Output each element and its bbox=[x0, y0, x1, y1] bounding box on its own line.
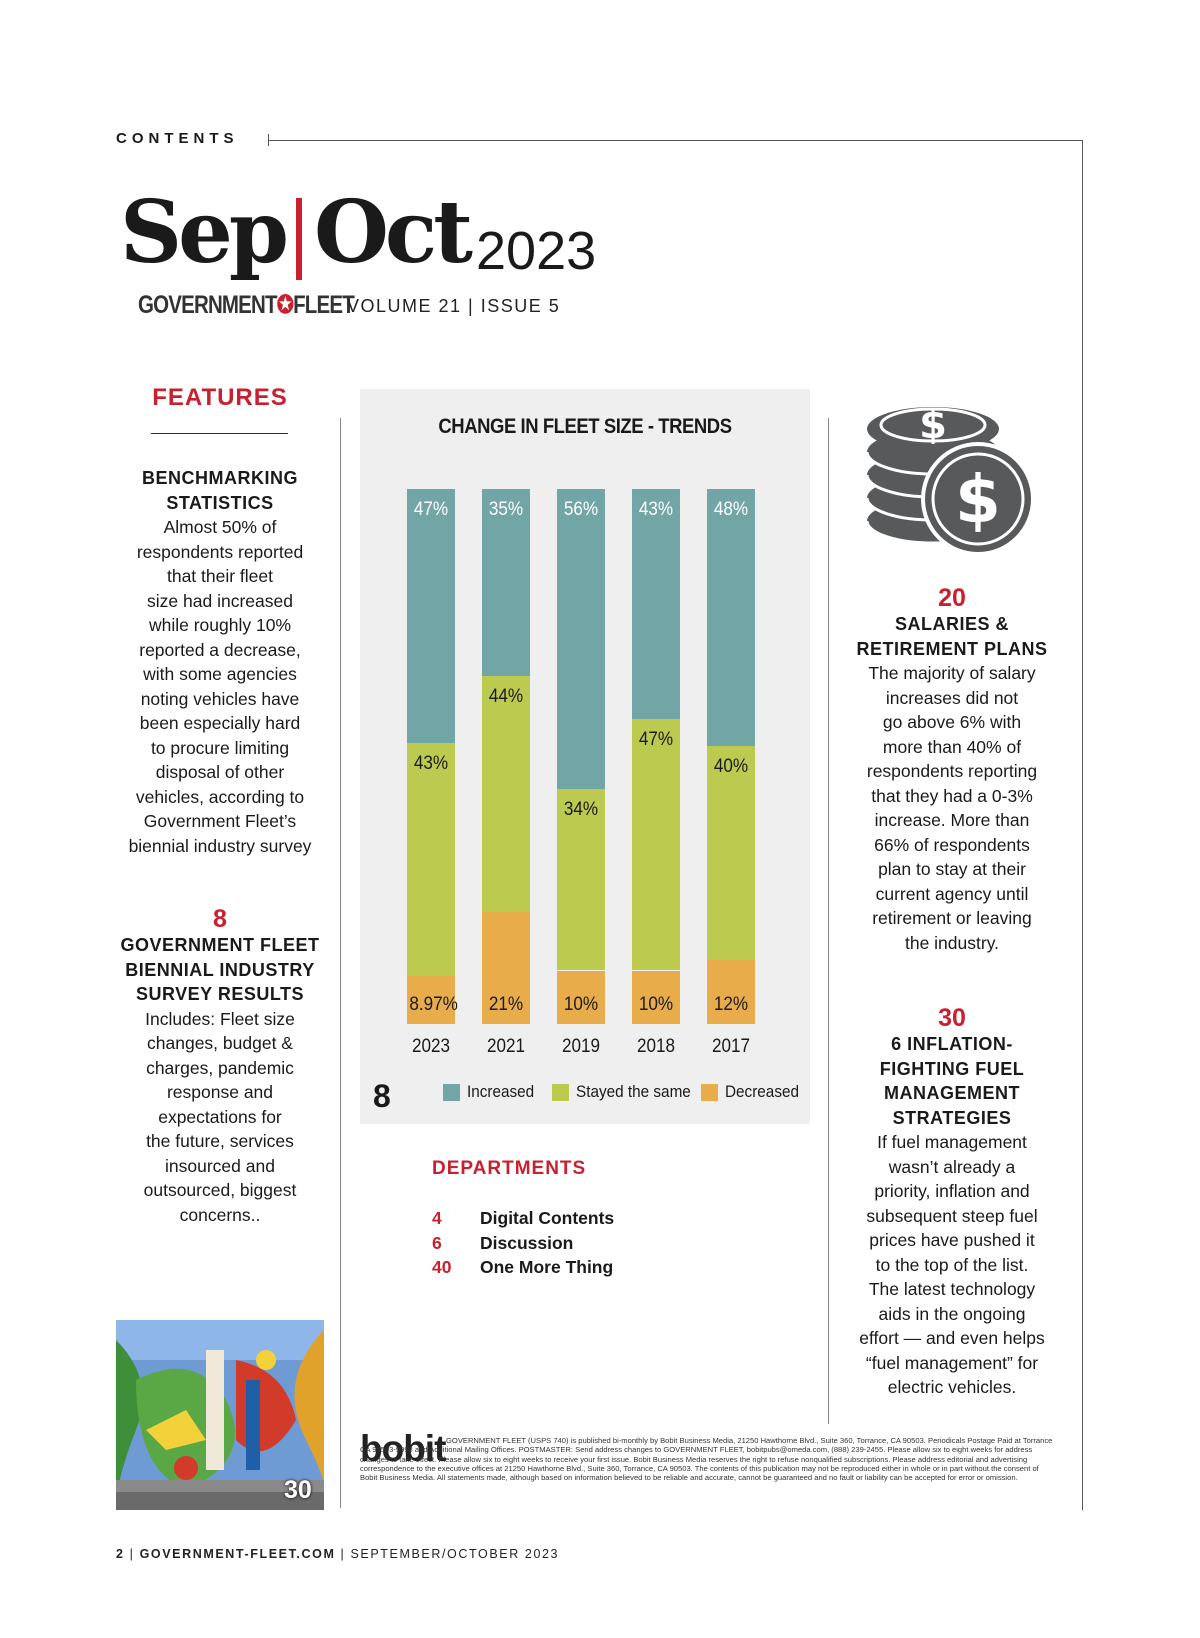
bar-value-label: 47% bbox=[413, 499, 449, 520]
footer-page-number: 2 bbox=[116, 1547, 125, 1561]
feature-text-line: Government Fleet’s bbox=[143, 811, 297, 831]
feature-text-line: response and bbox=[166, 1082, 274, 1102]
feature-page-number: 20 bbox=[938, 584, 966, 612]
column-divider-right bbox=[828, 418, 829, 1424]
year-axis-label: 2021 bbox=[486, 1036, 526, 1057]
feature-text-line: respondents reported bbox=[136, 541, 304, 562]
chart-title: CHANGE IN FLEET SIZE - TRENDS bbox=[438, 415, 732, 438]
feature-survey-results[interactable] bbox=[116, 905, 324, 1227]
feature-text-line: prices have pushed it bbox=[869, 1230, 1035, 1250]
feature-text-line: current agency until bbox=[875, 883, 1029, 904]
department-name: One More Thing bbox=[480, 1257, 614, 1277]
bar-value-label: 44% bbox=[488, 686, 524, 708]
feature-text-line: the industry. bbox=[904, 932, 1000, 953]
bar-value-label: 12% bbox=[713, 994, 749, 1015]
bar-segment bbox=[407, 489, 455, 743]
feature-text-line: while roughly 10% bbox=[148, 615, 292, 635]
issue-month-start: Sep bbox=[120, 182, 285, 283]
column-divider-left bbox=[340, 418, 341, 1508]
department-name: Digital Contents bbox=[480, 1208, 615, 1228]
features-heading: FEATURES bbox=[152, 384, 288, 411]
feature-text-line: charges, pandemic bbox=[146, 1057, 294, 1078]
feature-text-line: vehicles, according to bbox=[135, 786, 305, 807]
brand-right: FLEET bbox=[293, 291, 354, 319]
legend-label: Decreased bbox=[725, 1082, 799, 1101]
page-footer: 2 | GOVERNMENT-FLEET.COM | SEPTEMBER/OCTOBER 2023 bbox=[116, 1547, 560, 1561]
feature-text-line: effort — and even helps bbox=[859, 1328, 1045, 1348]
feature-title-line: BENCHMARKING bbox=[142, 468, 298, 488]
department-page-number: 40 bbox=[432, 1257, 452, 1277]
feature-description bbox=[116, 515, 324, 858]
feature-title-line: MANAGEMENT bbox=[884, 1083, 1020, 1103]
legend-label: Stayed the same bbox=[576, 1082, 691, 1101]
feature-description bbox=[846, 1130, 1058, 1400]
bar-segment bbox=[482, 676, 530, 911]
svg-text:$: $ bbox=[955, 461, 1001, 538]
feature-text-line: respondents reporting bbox=[866, 761, 1038, 781]
feature-text-line: priority, inflation and bbox=[874, 1181, 1030, 1201]
bar-segment bbox=[407, 743, 455, 975]
legend-swatch bbox=[701, 1084, 718, 1101]
volume-issue: VOLUME 21 | ISSUE 5 bbox=[347, 296, 561, 316]
year-axis-label: 2019 bbox=[561, 1036, 601, 1057]
feature-title bbox=[846, 1032, 1058, 1130]
feature-text-line: aids in the ongoing bbox=[878, 1303, 1026, 1324]
feature-text-line: plan to stay at their bbox=[878, 859, 1026, 879]
department-page-number: 6 bbox=[432, 1232, 442, 1253]
header-rule bbox=[268, 140, 1082, 141]
mural-page-reference: 30 bbox=[284, 1476, 312, 1504]
feature-text-line: been especially hard bbox=[139, 713, 301, 733]
department-item[interactable] bbox=[432, 1231, 614, 1256]
bar-value-label: 43% bbox=[413, 753, 449, 775]
feature-text-line: increases did not bbox=[885, 687, 1019, 708]
feature-text-line: retirement or leaving bbox=[872, 908, 1032, 928]
section-label: CONTENTS bbox=[116, 130, 239, 147]
year-axis-label: 2023 bbox=[411, 1036, 451, 1057]
feature-text-line: wasn’t already a bbox=[888, 1156, 1016, 1177]
feature-text-line: increase. More than bbox=[874, 810, 1030, 830]
bar-segment bbox=[707, 746, 755, 960]
feature-text-line: that their fleet bbox=[166, 566, 274, 586]
bar-segment bbox=[632, 489, 680, 719]
feature-title-line: BIENNIAL INDUSTRY bbox=[125, 959, 315, 980]
bar-segment bbox=[632, 719, 680, 970]
feature-text-line: insourced and bbox=[165, 1155, 275, 1176]
page-right-rule bbox=[1082, 140, 1083, 1510]
departments-list bbox=[432, 1206, 614, 1280]
feature-text-line: changes, budget & bbox=[147, 1033, 293, 1053]
department-page-number: 4 bbox=[432, 1208, 442, 1228]
departments-heading: DEPARTMENTS bbox=[432, 1158, 587, 1179]
bar-value-label: 56% bbox=[563, 499, 599, 520]
department-name: Discussion bbox=[480, 1232, 574, 1253]
year-axis-label: 2018 bbox=[636, 1036, 676, 1057]
bar-value-label: 43% bbox=[638, 499, 674, 520]
bar-value-label: 40% bbox=[713, 755, 749, 777]
bar-segment bbox=[557, 489, 605, 789]
features-rule bbox=[151, 433, 288, 434]
feature-text-line: concerns.. bbox=[179, 1204, 261, 1225]
feature-text-line: reported a decrease, bbox=[139, 639, 301, 660]
issue-year: 2023 bbox=[476, 221, 597, 281]
feature-text-line: the future, services bbox=[146, 1131, 294, 1151]
department-item[interactable] bbox=[432, 1255, 614, 1280]
feature-title-line: FIGHTING FUEL bbox=[879, 1058, 1025, 1079]
feature-text-line: outsourced, biggest bbox=[143, 1180, 297, 1200]
feature-text-line: to procure limiting bbox=[150, 737, 290, 758]
feature-text-line: to the top of the list. bbox=[875, 1254, 1029, 1275]
feature-text-line: electric vehicles. bbox=[887, 1377, 1017, 1397]
legend-label: Increased bbox=[467, 1082, 535, 1101]
chart-page-reference: 8 bbox=[373, 1078, 391, 1114]
feature-title-line: SURVEY RESULTS bbox=[135, 984, 305, 1004]
dollar-coins-icon bbox=[858, 385, 1048, 565]
legend-swatch bbox=[443, 1084, 460, 1101]
bar-value-label: 47% bbox=[638, 729, 674, 751]
feature-benchmarking[interactable] bbox=[116, 466, 324, 858]
bobit-logo: bobit bbox=[360, 1428, 446, 1469]
legend-swatch bbox=[552, 1084, 569, 1101]
feature-text-line: go above 6% with bbox=[882, 712, 1022, 732]
feature-text-line: Almost 50% of bbox=[163, 517, 277, 537]
feature-title-line: STATISTICS bbox=[166, 492, 274, 513]
bar-value-label: 35% bbox=[488, 499, 524, 520]
issue-month-end: Oct bbox=[314, 182, 470, 283]
bar-value-label: 34% bbox=[563, 798, 599, 820]
feature-fuel-management[interactable] bbox=[846, 1004, 1058, 1400]
feature-text-line: that they had a 0-3% bbox=[871, 785, 1033, 806]
feature-description bbox=[116, 1007, 324, 1228]
star-icon: ✪ bbox=[276, 291, 294, 319]
feature-text-line: The majority of salary bbox=[868, 663, 1036, 683]
bar-value-label: 8.97% bbox=[409, 994, 458, 1015]
header-rule-tick bbox=[268, 134, 269, 146]
feature-text-line: more than 40% of bbox=[882, 736, 1022, 757]
feature-page-number: 30 bbox=[938, 1004, 966, 1032]
feature-text-line: with some agencies bbox=[143, 664, 297, 684]
feature-text-line: “fuel management” for bbox=[865, 1352, 1039, 1373]
feature-text-line: If fuel management bbox=[877, 1132, 1027, 1152]
bar-segment bbox=[707, 489, 755, 746]
feature-text-line: expectations for bbox=[158, 1106, 282, 1127]
feature-description bbox=[846, 661, 1058, 955]
feature-title bbox=[116, 933, 324, 1007]
feature-title-line: SALARIES & bbox=[894, 614, 1009, 634]
feature-text-line: size had increased bbox=[147, 590, 293, 611]
feature-title-line: GOVERNMENT FLEET bbox=[120, 935, 320, 955]
footer-site: GOVERNMENT-FLEET.COM bbox=[139, 1547, 336, 1561]
feature-page-number: 8 bbox=[213, 905, 227, 933]
feature-title bbox=[846, 612, 1058, 661]
publication-fine-print: GOVERNMENT FLEET (USPS 740) is published bi-monthly by Bobit Business Media, 21250 Hawthorne Blvd., Suite 360, Torrance, CA 90503. Periodicals Postage Paid at Torrance CA 90503-9998 and Additional Mailing Offices. POSTMASTER: Send address changes to GOVERNMENT FLEET, bobitpubs@omeda.com, (888) 239-2455. Please allow six to eight weeks for address changes to take effect. Please allow six to eight weeks to receive your first issue. Bobit Business Media reserves the right to refuse nonqualified subscriptions. Please address editorial and advertising correspondence to the executive offices at 21250 Hawthorne Blvd., Suite 360, Torrance, CA 90503. The contents of this publication may not be reproduced either in whole or in part without the consent of Bobit Business Media. All statements made, although based on information believed to be reliable and accurate, cannot be guaranteed and no fault or liability can be accepted for error or omission. bbox=[360, 1436, 1053, 1483]
bar-value-label: 21% bbox=[488, 994, 524, 1015]
feature-text-line: The latest technology bbox=[868, 1279, 1036, 1299]
feature-text-line: biennial industry survey bbox=[128, 835, 312, 856]
feature-text-line: Includes: Fleet size bbox=[145, 1008, 295, 1029]
department-item[interactable] bbox=[432, 1206, 614, 1231]
year-axis-label: 2017 bbox=[711, 1036, 751, 1057]
feature-text-line: subsequent steep fuel bbox=[866, 1205, 1038, 1226]
feature-title-line: 6 INFLATION- bbox=[891, 1034, 1013, 1054]
feature-text-line: disposal of other bbox=[155, 762, 285, 782]
feature-text-line: 66% of respondents bbox=[874, 834, 1030, 855]
bar-value-label: 10% bbox=[638, 994, 674, 1015]
bar-value-label: 10% bbox=[563, 994, 599, 1015]
brand-left: GOVERNMENT bbox=[138, 291, 277, 319]
government-fleet-logo bbox=[138, 290, 354, 320]
issue-divider bbox=[296, 198, 302, 280]
feature-text-line: noting vehicles have bbox=[140, 688, 300, 709]
feature-title-line: STRATEGIES bbox=[892, 1107, 1012, 1128]
bar-value-label: 48% bbox=[713, 499, 749, 520]
feature-title-line: RETIREMENT PLANS bbox=[856, 638, 1048, 659]
svg-text:$: $ bbox=[919, 402, 947, 448]
feature-salaries[interactable] bbox=[846, 584, 1058, 955]
footer-issue: SEPTEMBER/OCTOBER 2023 bbox=[350, 1547, 560, 1561]
